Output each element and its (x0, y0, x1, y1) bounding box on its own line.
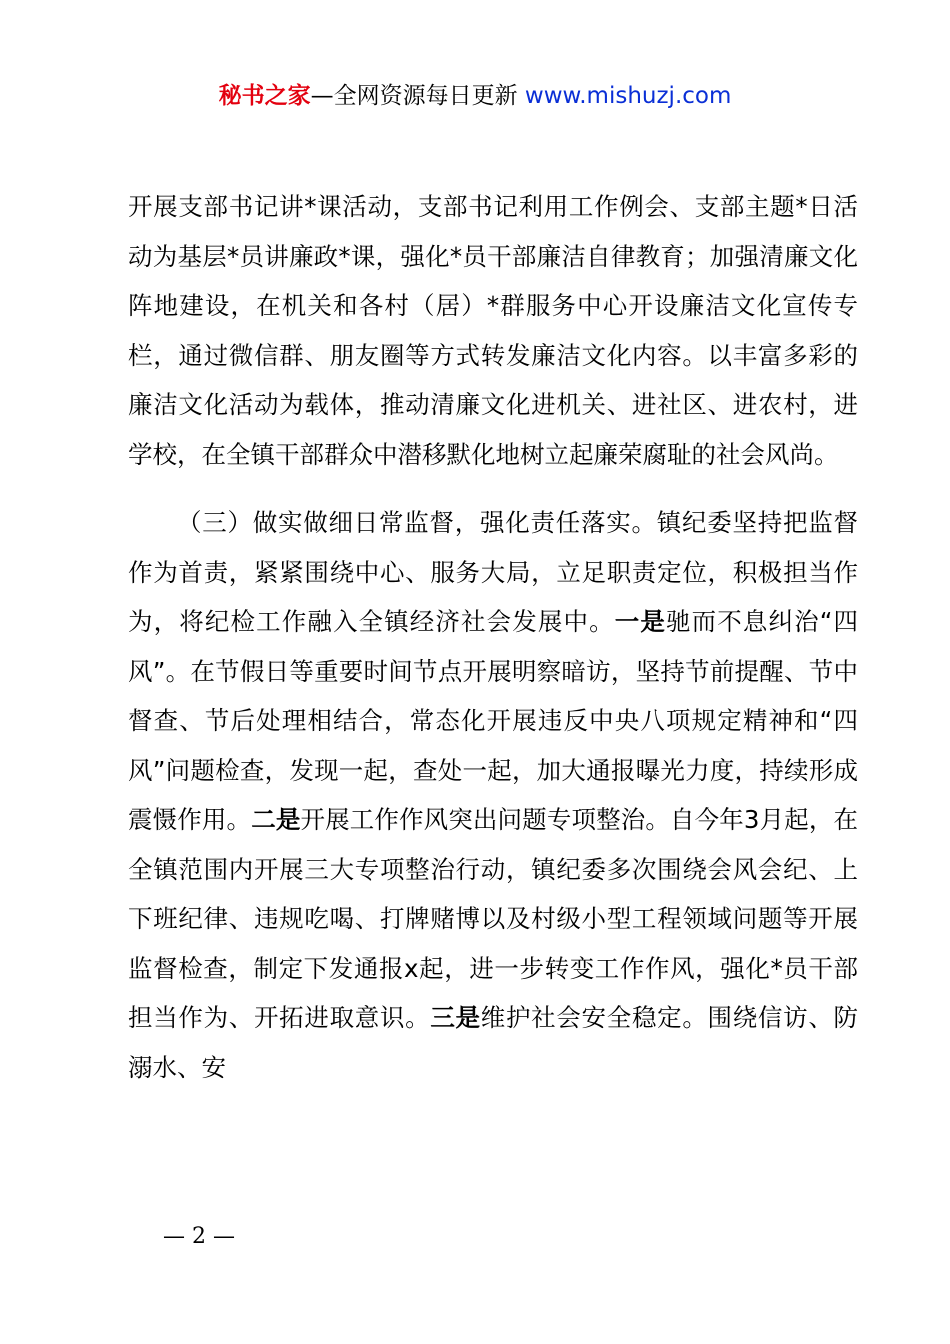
item-one-label: 一是 (614, 607, 666, 636)
document-body (128, 182, 858, 1092)
item-three-text: 维护社会安全稳定。围绕信访、防溺水、安 (128, 1003, 859, 1082)
item-two-label: 二是 (251, 805, 301, 834)
brand-name: 秘书之家 (218, 83, 311, 109)
item-one-text: 驰而不息纠治“四风”。在节假日等重要时间节点开展明察暗访，坚持节前提醒、节中督查、节后处理相结合，常态化开展违反中央八项规定精神和“四风”问题检查，发现一起，查处一起，加大通报曝光力度，持续形成震慑作用。 (128, 607, 859, 834)
paragraph-section-three (128, 498, 858, 1092)
paragraph-continuation: 开展支部书记讲*课活动，支部书记利用工作例会、支部主题*日活动为基层*员讲廉政*课，强化*员干部廉洁自律教育；加强清廉文化阵地建设，在机关和各村（居）*群服务中心开设廉洁文化宣传专栏，通过微信群、朋友圈等方式转发廉洁文化内容。以丰富多彩的廉洁文化活动为载体，推动清廉文化进机关、进社区、进农村，进学校，在全镇干部群众中潜移默化地树立起廉荣腐耻的社会风尚。 (128, 192, 858, 469)
page-number: — 2 — (163, 1224, 235, 1249)
item-three-label: 三是 (430, 1003, 481, 1032)
section-three-intro: （三）做实做细日常监督，强化责任落实。镇纪委坚持把监督作为首责，紧紧围绕中心、服务大局，立足职责定位，积极担当作为，将纪检工作融入全镇经济社会发展中。 (128, 508, 858, 636)
site-banner (0, 78, 950, 114)
site-url-link[interactable]: www.mishuzj.com (524, 83, 732, 109)
banner-tagline: —全网资源每日更新 (310, 83, 525, 109)
item-two-text: 开展工作作风突出问题专项整治。自今年3月起，在全镇范围内开展三大专项整治行动，镇纪委多次围绕会风会纪、上下班纪律、违规吃喝、打牌赌博以及村级小型工程领域问题等开展监督检查，制定下发通报x起，进一步转变工作作风，强化*员干部担当作为、开拓进取意识。 (128, 805, 859, 1032)
